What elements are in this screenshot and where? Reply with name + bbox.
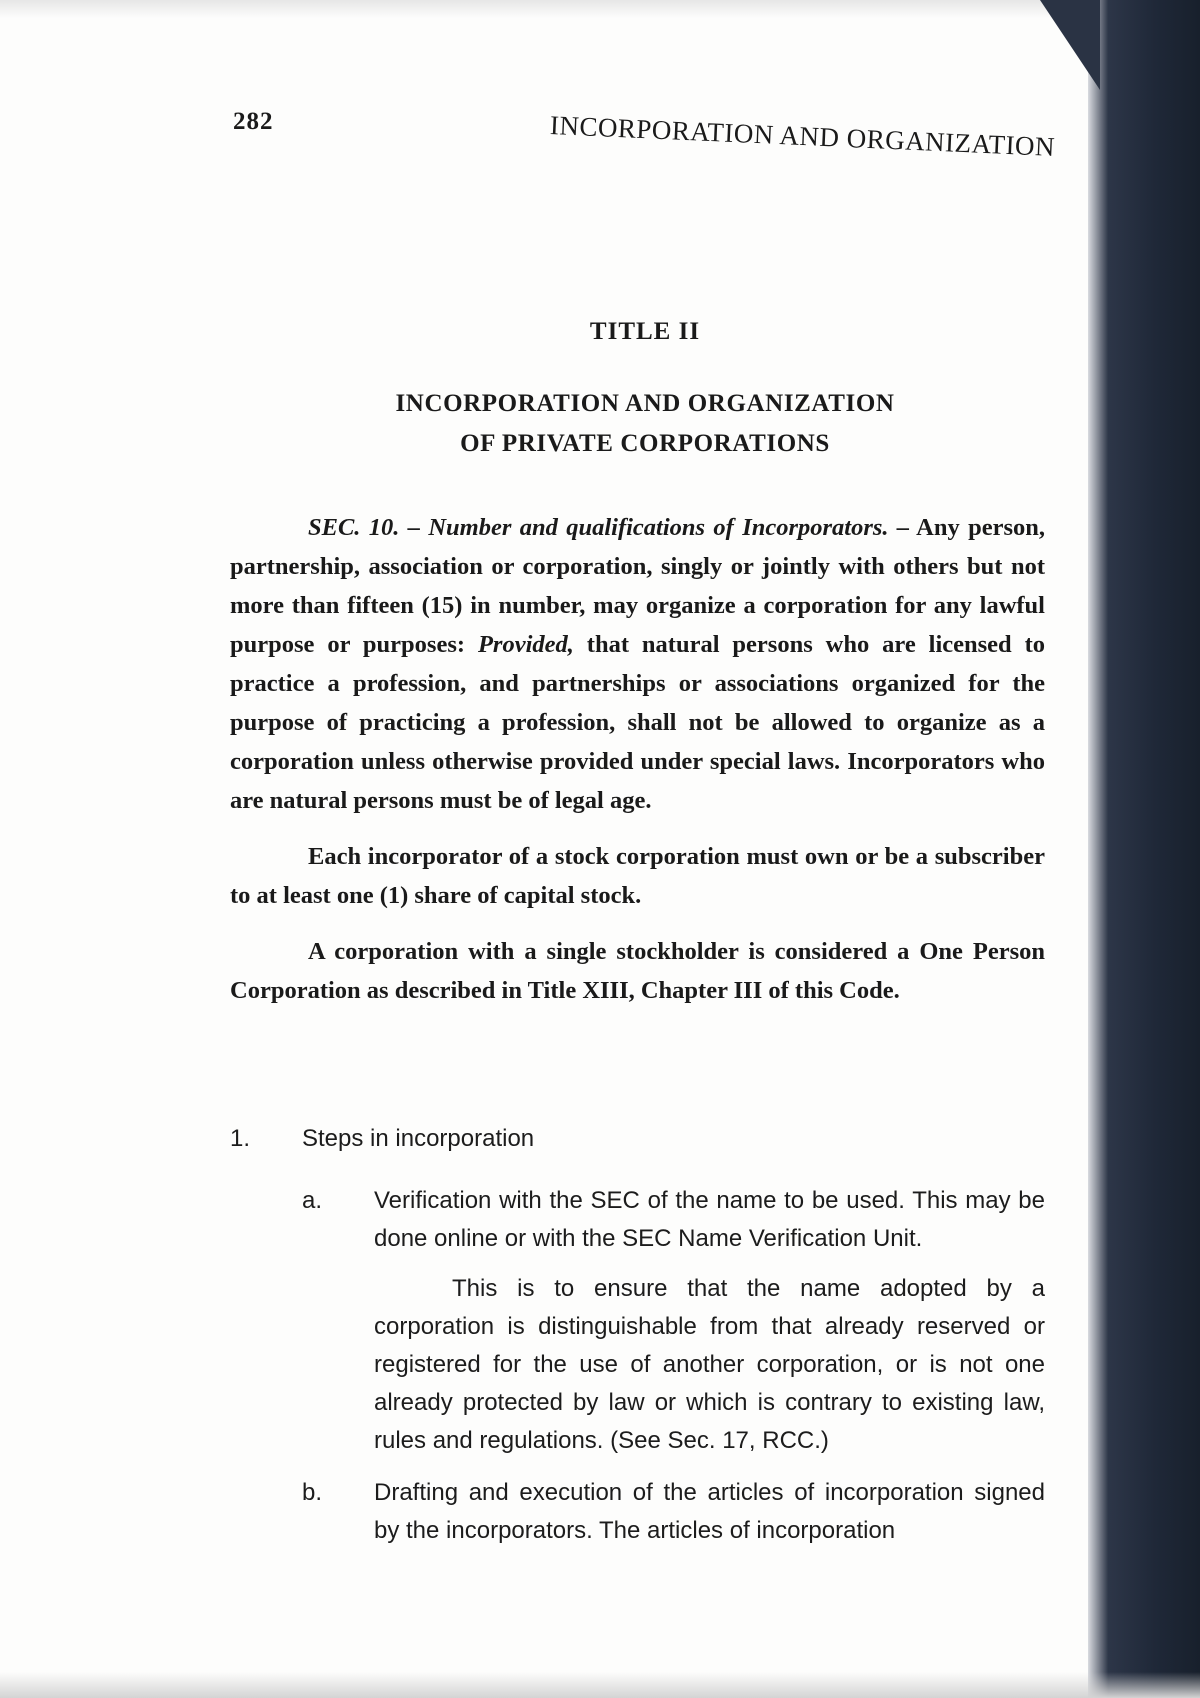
sub-item-text: Drafting and execution of the articles of incorporation signed by the incorporators. The articles of incorporation: [374, 1479, 1045, 1544]
list-item: [230, 1120, 1045, 1158]
sub-item-note: This is to ensure that the name adopted by a corporation is distinguishable from that already reserved or registered for the use of another corporation, or is not one already protected by law or which is contrary to existing law, rules and regulations. (See Sec. 17, RCC.): [374, 1275, 1045, 1454]
scan-shadow-top: [0, 0, 1200, 18]
section-heading: SEC. 10. – Number and qualifications of Incorporators. –: [308, 514, 910, 541]
para1-text-a: Any person, partnership, association or corporation, singly or jointly with others but not more than fifteen (15) in number, may organize a corporation for any lawful purpose or purposes:: [230, 514, 1045, 658]
sub-item-a: [302, 1182, 1045, 1460]
sub-item-letter: b.: [302, 1479, 323, 1506]
sub-item-text: Verification with the SEC of the name to be used. This may be done online or with the SEC Name Verification Unit.: [374, 1187, 1045, 1252]
scan-shadow-bottom: [0, 1672, 1200, 1698]
sub-item-body: [374, 1182, 1045, 1460]
running-title: INCORPORATION AND ORGANIZATION: [548, 110, 1056, 163]
sub-item-letter: a.: [302, 1187, 323, 1214]
title-name-line1: INCORPORATION AND ORGANIZATION: [395, 390, 895, 417]
title-number: TITLE II: [589, 318, 701, 345]
commentary: [230, 1120, 1045, 1564]
title-name-line2: OF PRIVATE CORPORATIONS: [460, 430, 830, 457]
title-block: [230, 318, 1060, 464]
para1-text-b: that natural persons who are licensed to practice a profession, and partnerships or associations organized for the purpose of practicing a profession, shall not be allowed to organize as a corporation unless otherwise provided under special laws. Incorporators who are natural persons must be of legal age.: [230, 631, 1045, 814]
page-number: 282: [233, 108, 274, 135]
section-paragraph-3: A corporation with a single stockholder is considered a One Person Corporation as described in Title XIII, Chapter III of this Code.: [230, 938, 1045, 1004]
sub-list: [302, 1182, 1045, 1550]
page-header: [225, 108, 1056, 163]
item-title: Steps in incorporation: [302, 1125, 535, 1152]
statute-text: [230, 508, 1045, 1027]
item-number: 1.: [230, 1125, 251, 1152]
section-paragraph-1: [230, 508, 1045, 820]
page-curl: [1040, 0, 1100, 90]
sub-item-b: [302, 1474, 1045, 1550]
sub-item-body: [374, 1474, 1045, 1550]
scan-edge-right: [1088, 0, 1200, 1698]
proviso-word: Provided,: [477, 631, 574, 658]
section-paragraph-2: Each incorporator of a stock corporation must own or be a subscriber to at least one (1) share of capital stock.: [230, 843, 1045, 909]
